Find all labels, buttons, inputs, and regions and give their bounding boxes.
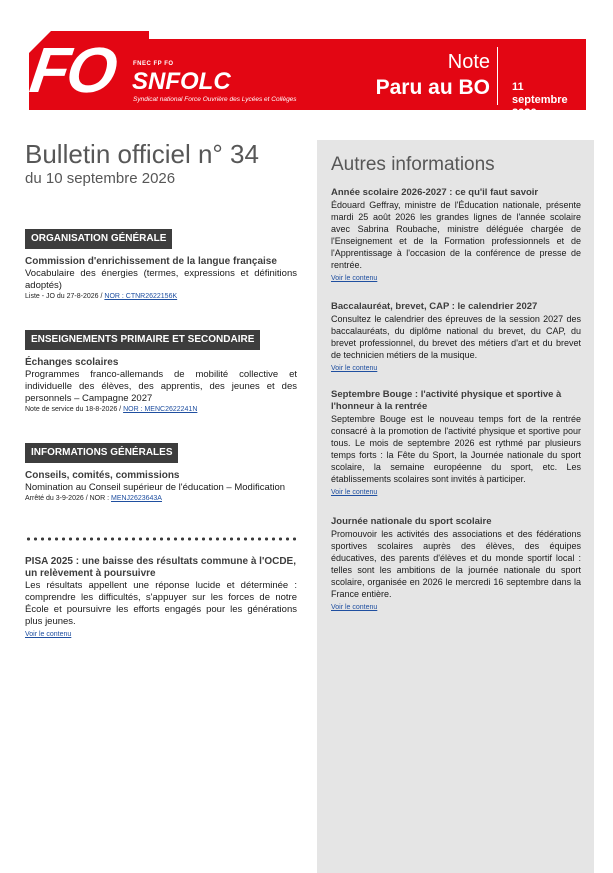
- dotted-divider: [25, 537, 297, 541]
- pisa-text: Les résultats appellent une réponse lucide et déterminée : comprendre les difficultés, s'appuyer sur les forces de notre École et poursuivre les efforts engagés pour les générations plus jeunes.: [25, 580, 297, 627]
- pisa-title: PISA 2025 : une baisse des résultats commune à l'OCDE, un relèvement à poursuivre: [25, 556, 296, 579]
- bulletin-date: du 10 septembre 2026: [25, 170, 176, 187]
- section-label-informations: INFORMATIONS GÉNÉRALES: [25, 443, 178, 463]
- section-item-informations: [25, 470, 297, 504]
- fo-logo: FO: [25, 34, 119, 106]
- item-reference: Arrêté du 3-9-2026 / NOR : MENJ2623643A: [25, 495, 162, 502]
- logo-snfolc: SNFOLC: [132, 68, 231, 95]
- logo-federation: FNEC FP FO: [133, 61, 174, 67]
- publication-date: 11 septembre 2026: [512, 81, 568, 119]
- nor-link[interactable]: NOR : CTNR2622156K: [104, 293, 178, 300]
- autres-item: [331, 301, 581, 374]
- autres-heading: Autres informations: [331, 154, 495, 175]
- bulletin-title: Bulletin officiel n° 34: [25, 139, 259, 169]
- item-reference: Note de service du 18-8-2026 / NOR : MENC2622241N: [25, 406, 198, 413]
- autres-item-text: Édouard Geffray, ministre de l'Éducation nationale, présente mardi 25 août 2026 les grandes lignes de l'année scolaire avec Sabrina Roubache, ministre déléguée chargée de l'Enseignement et de la Formation professionnels et de l'Apprentissage à l'occasion de la conférence de presse de rentrée.: [331, 200, 581, 270]
- autres-informations-panel: [317, 140, 594, 873]
- autres-item-title: Journée nationale du sport scolaire: [331, 516, 492, 527]
- header-divider: [497, 47, 498, 105]
- autres-item-text: Septembre Bouge est le nouveau temps fort de la rentrée consacré à la promotion de l'activité physique et sportive pour tous. Le mois de septembre 2026 est rythmé par plusieurs temps forts : la Fête du Sport, la Journée nationale du sport scolaire, la semaine européenne du sport, etc. Les établissements scolaires sont invités à participer.: [331, 414, 581, 484]
- autres-item-text: Promouvoir les activités des associations et des fédérations sportives scolaires auprès des élèves, des équipes éducatives, des parents d'élèves et du monde sportif local : telles sont les ambitions de la journée nationale du sport scolaire, organisée en 2026 le mercredi 16 septembre dans la France entière.: [331, 529, 581, 599]
- autres-item-title: Baccalauréat, brevet, CAP : le calendrier 2027: [331, 301, 538, 312]
- voir-contenu-link[interactable]: Voir le contenu: [331, 489, 378, 496]
- section-label-organisation: ORGANISATION GÉNÉRALE: [25, 229, 172, 249]
- nor-link[interactable]: NOR : MENC2622241N: [123, 406, 198, 413]
- item-title: Conseils, comités, commissions: [25, 470, 180, 481]
- voir-contenu-link[interactable]: Voir le contenu: [331, 365, 378, 372]
- section-label-enseignements: ENSEIGNEMENTS PRIMAIRE ET SECONDAIRE: [25, 330, 260, 350]
- autres-item-text: Consultez le calendrier des épreuves de la session 2027 des baccalauréats, du diplôme national du brevet, du CAP, du brevet professionnel, du brevet des métiers d'art et du brevet de technicien métiers de la musique.: [331, 314, 581, 360]
- item-title: Commission d'enrichissement de la langue française: [25, 256, 277, 267]
- header: [25, 31, 586, 119]
- autres-item: [331, 516, 581, 613]
- section-item-organisation: [25, 256, 297, 302]
- bulletin-heading: [25, 140, 297, 188]
- voir-contenu-link[interactable]: Voir le contenu: [331, 604, 378, 611]
- paru-label: Paru au BO: [375, 76, 490, 99]
- autres-item: [331, 187, 581, 284]
- autres-item: [331, 389, 581, 498]
- autres-item-title: Année scolaire 2026-2027 : ce qu'il faut savoir: [331, 187, 539, 198]
- autres-item-title: Septembre Bouge : l'activité physique et sportive à l'honneur à la rentrée: [331, 389, 562, 412]
- nor-link[interactable]: MENJ2623643A: [111, 495, 162, 502]
- item-text: Nomination au Conseil supérieur de l'éducation – Modification: [25, 482, 286, 493]
- item-reference: Liste - JO du 27-8-2026 / NOR : CTNR2622156K: [25, 293, 178, 300]
- section-item-enseignements: [25, 357, 297, 415]
- pisa-article: [25, 556, 297, 640]
- item-title: Échanges scolaires: [25, 357, 119, 368]
- pisa-voir-link[interactable]: Voir le contenu: [25, 631, 72, 638]
- item-text: Vocabulaire des énergies (termes, expressions et définitions adoptés): [25, 268, 297, 291]
- logo-tagline: Syndicat national Force Ouvrière des Lycées et Collèges: [133, 96, 297, 103]
- item-text: Programmes franco-allemands de mobilité collective et individuelle des élèves, des apprentis, des jeunes et des personnels – Campagne 2027: [25, 369, 297, 404]
- note-label: Note: [447, 51, 490, 73]
- voir-contenu-link[interactable]: Voir le contenu: [331, 275, 378, 282]
